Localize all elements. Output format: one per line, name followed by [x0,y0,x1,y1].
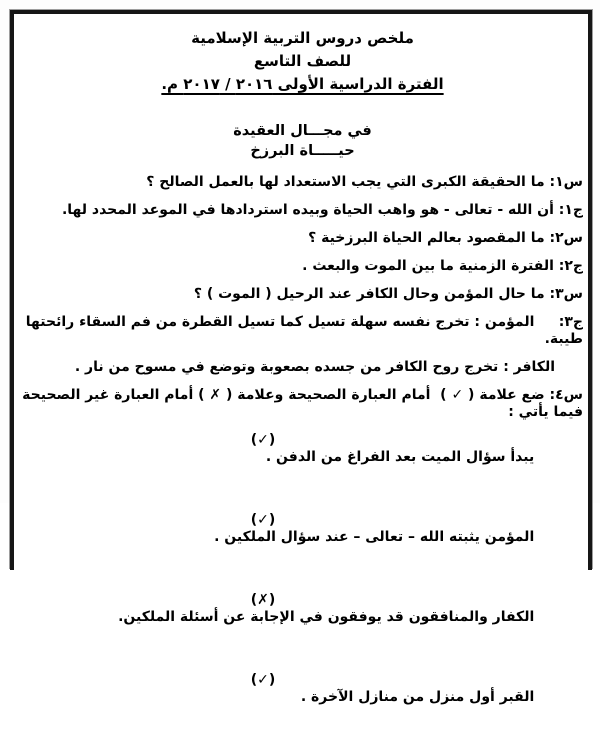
header-term: الفترة الدراسية الأولى ٢٠١٦ / ٢٠١٧ م. [161,75,444,93]
check-mark: (✓) [250,432,276,448]
check-mark: (✓) [250,672,276,688]
page-border-frame [10,10,592,705]
answer-3-believer: ج٣: المؤمن : تخرج نفسه سهلة تسيل كما تسيل القطرة من فم السقاء رائحتها طيبة. [20,314,583,347]
question-1: س١: ما الحقيقة الكبرى التي يجب الاستعداد لها بالعمل الصالح ؟ [146,174,583,190]
checklist-item-text: المؤمن يثبته الله – تعالى – عند سؤال الملكين . [214,529,535,545]
header-grade: للصف التاسع [253,52,352,70]
answer-2: ج٢: الفترة الزمنية ما بين الموت والبعث . [302,258,583,274]
check-mark: (✓) [250,512,276,528]
page-content [14,14,588,705]
questions-and-answers [17,174,583,421]
checklist-item-text: الكفار والمنافقون قد يوفقون في الإجابة عن أسئلة الملكين. [118,609,535,625]
checklist-item [22,512,583,580]
section-title [22,121,583,161]
checklist-item [22,672,583,740]
question-3: س٣: ما حال المؤمن وحال الكافر عند الرحيل ( الموت ) ؟ [193,286,583,302]
question-4: س٤: ضع علامة ( ✓ ) أمام العبارة الصحيحة وعلامة ( ✗ ) أمام العبارة غير الصحيحة فيما يأتي : [17,387,583,420]
header-title: ملخص دروس التربية الإسلامية [191,29,414,47]
document-header [22,22,583,96]
answer-1: ج١: أن الله - تعالى - هو واهب الحياة وبيده استردادها في الموعد المحدد لها. [61,202,583,218]
checklist-item [22,432,583,500]
question-2: س٢: ما المقصود بعالم الحياة البرزخية ؟ [308,230,583,246]
section-field: في مجـــال العقيدة [233,123,372,139]
cross-mark: (✗) [250,592,276,608]
true-false-checklist [22,432,583,740]
section-topic: حيـــــاة البرزخ [250,143,355,159]
checklist-item-text: القبر أول منزل من منازل الآخرة . [300,689,535,705]
answer-3-disbeliever: الكافر : تخرج روح الكافر من جسده بصعوبة وتوضع في مسوح من نار . [74,359,555,375]
checklist-item [22,592,583,660]
checklist-item-text: يبدأ سؤال الميت بعد الفراغ من الدفن . [265,449,535,465]
